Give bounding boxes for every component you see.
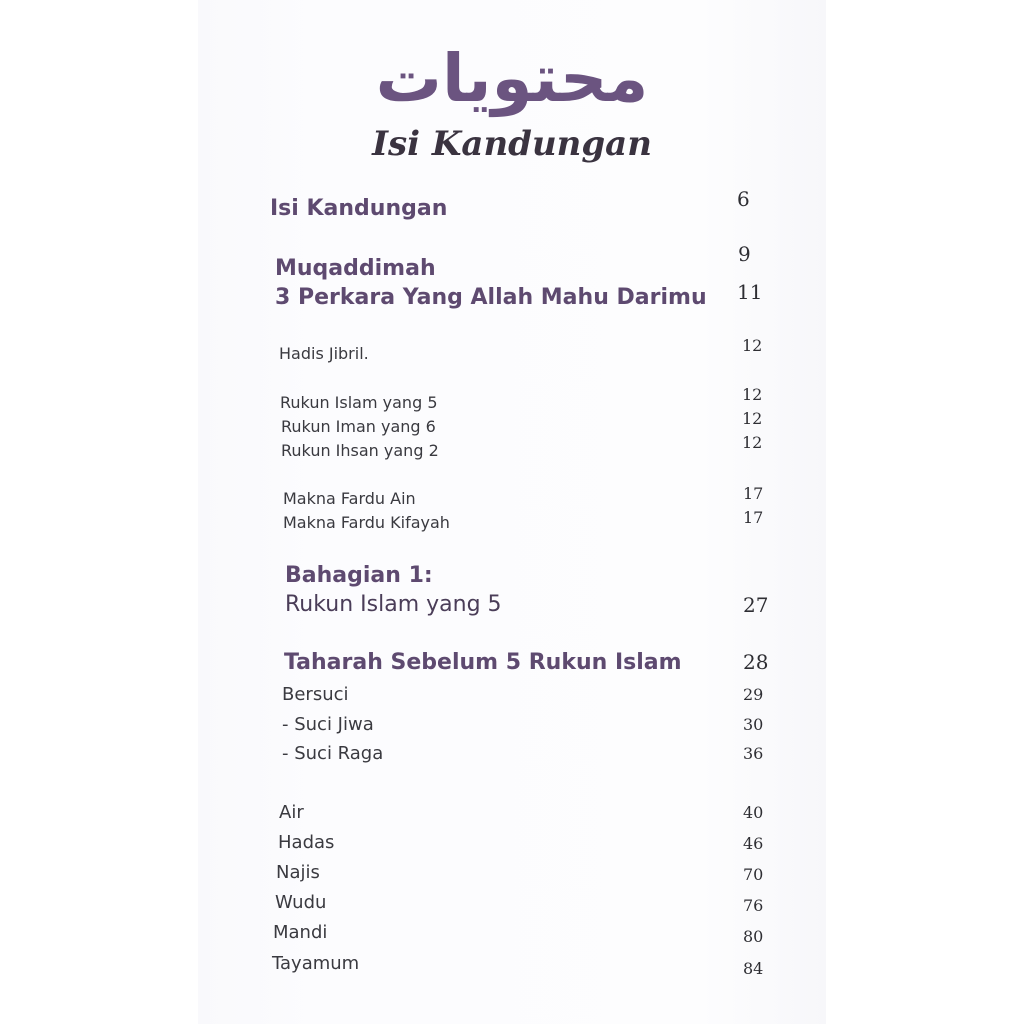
toc-entry-title: Rukun Iman yang 6 [281,417,436,436]
toc-entry-title: Rukun Ihsan yang 2 [281,441,439,460]
toc-entry-title: Najis [276,862,320,883]
toc-page-number: 12 [742,336,763,355]
section-subheading: Rukun Islam yang 5 [285,592,502,617]
toc-page-number: 80 [743,927,764,946]
toc-page-number: 11 [737,280,763,304]
toc-entry-title: Makna Fardu Kifayah [283,513,450,532]
toc-entry-title: Bersuci [282,684,349,705]
toc-entry-title: - Suci Raga [282,743,384,764]
toc-entry-title: Tayamum [272,953,360,974]
toc-page-number: 9 [738,242,751,266]
toc-page-number: 28 [743,650,769,674]
toc-page-number: 76 [743,896,764,915]
toc-page-number: 12 [742,409,763,428]
toc-page-number: 70 [743,865,764,884]
toc-entry-title: - Suci Jiwa [282,714,374,735]
toc-page-number: 84 [743,959,764,978]
section-heading: Bahagian 1: [285,563,433,588]
toc-page-number: 40 [743,803,764,822]
toc-entry-title: Mandi [273,922,328,943]
toc-entry-title: 3 Perkara Yang Allah Mahu Darimu [275,285,707,310]
toc-page-number: 17 [743,484,764,503]
toc-page-number: 29 [743,685,764,704]
toc-page-number: 30 [743,715,764,734]
toc-entry-title: Muqaddimah [275,256,436,281]
arabic-title: محتويات [375,40,649,117]
page-title: Isi Kandungan [372,124,652,164]
toc-page-number: 27 [743,593,769,617]
toc-entry-title: Isi Kandungan [270,196,448,221]
toc-entry-title: Wudu [275,892,327,913]
toc-page-number: 46 [743,834,764,853]
toc-entry-title: Rukun Islam yang 5 [280,393,438,412]
toc-page-number: 12 [742,385,763,404]
toc-entry-title: Taharah Sebelum 5 Rukun Islam [284,650,682,675]
toc-entry-title: Hadis Jibril. [279,344,369,363]
toc-page-number: 6 [737,187,750,211]
toc-page-number: 17 [743,508,764,527]
toc-entry-title: Makna Fardu Ain [283,489,416,508]
toc-entry-title: Hadas [278,832,335,853]
toc-entry-title: Air [279,802,304,823]
toc-page-number: 36 [743,744,764,763]
toc-page-number: 12 [742,433,763,452]
